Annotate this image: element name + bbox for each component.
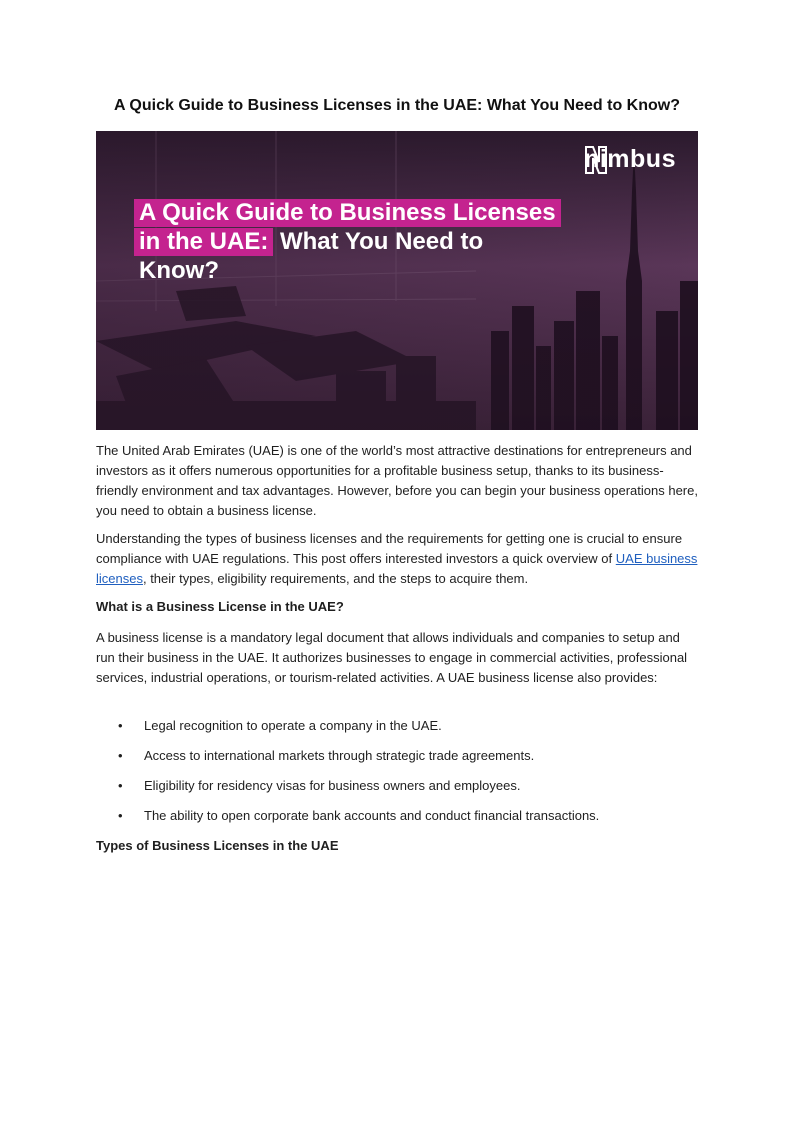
document-title: A Quick Guide to Business Licenses in the UAE: What You Need to Know? — [114, 97, 680, 114]
headline-line-2-rest: What You Need to — [273, 228, 484, 255]
section-heading-what-is: What is a Business License in the UAE? — [96, 599, 344, 614]
overview-text-after: , their types, eligibility requirements, and the steps to acquire them. — [142, 571, 529, 586]
headline-line-2-highlight: in the UAE: — [134, 228, 273, 256]
hero-banner-image — [96, 131, 698, 430]
list-item: • Eligibility for residency visas for business owners and employees. — [96, 776, 698, 796]
headline-line-3: Know? — [139, 257, 219, 284]
uae-business-licenses-link[interactable]: UAE business licenses — [96, 551, 698, 586]
list-item: • The ability to open corporate bank accounts and conduct financial transactions. — [96, 806, 698, 826]
overview-text-before: Understanding the types of business licenses and the requirements for getting one is crucial to ensure compliance with UAE regulations. This post offers interested investors a quick overview of — [96, 531, 683, 566]
intro-paragraph — [96, 441, 698, 521]
section-heading-types: Types of Business Licenses in the UAE — [96, 838, 339, 853]
definition-paragraph — [96, 628, 698, 688]
list-item: • Legal recognition to operate a company in the UAE. — [96, 716, 698, 736]
hero-headline — [134, 198, 561, 285]
definition-paragraph-text: A business license is a mandatory legal document that allows individuals and companies to setup and run their business in the UAE. It authorizes businesses to engage in commercial activities, professional services, industrial operations, or tourism-related activities. A UAE business license also provides: — [96, 630, 688, 685]
brand-name: nimbus — [584, 145, 676, 173]
nimbus-logo-icon — [584, 145, 608, 175]
bullet-icon: • — [118, 718, 123, 733]
bullet-icon: • — [118, 808, 123, 823]
overview-paragraph — [96, 529, 698, 589]
bullet-icon: • — [118, 748, 123, 763]
list-item: • Access to international markets through strategic trade agreements. — [96, 746, 698, 766]
headline-line-1: A Quick Guide to Business Licenses — [134, 199, 561, 227]
bullet-icon: • — [118, 778, 123, 793]
intro-paragraph-text: The United Arab Emirates (UAE) is one of the world’s most attractive destinations for entrepreneurs and investors as it offers numerous opportunities for a profitable business setup, thanks to its business-friendly environment and tax advantages. However, before you can begin your business operations here, you need to obtain a business license. — [96, 443, 698, 518]
benefits-list — [96, 716, 698, 836]
nimbus-logo — [584, 145, 676, 174]
